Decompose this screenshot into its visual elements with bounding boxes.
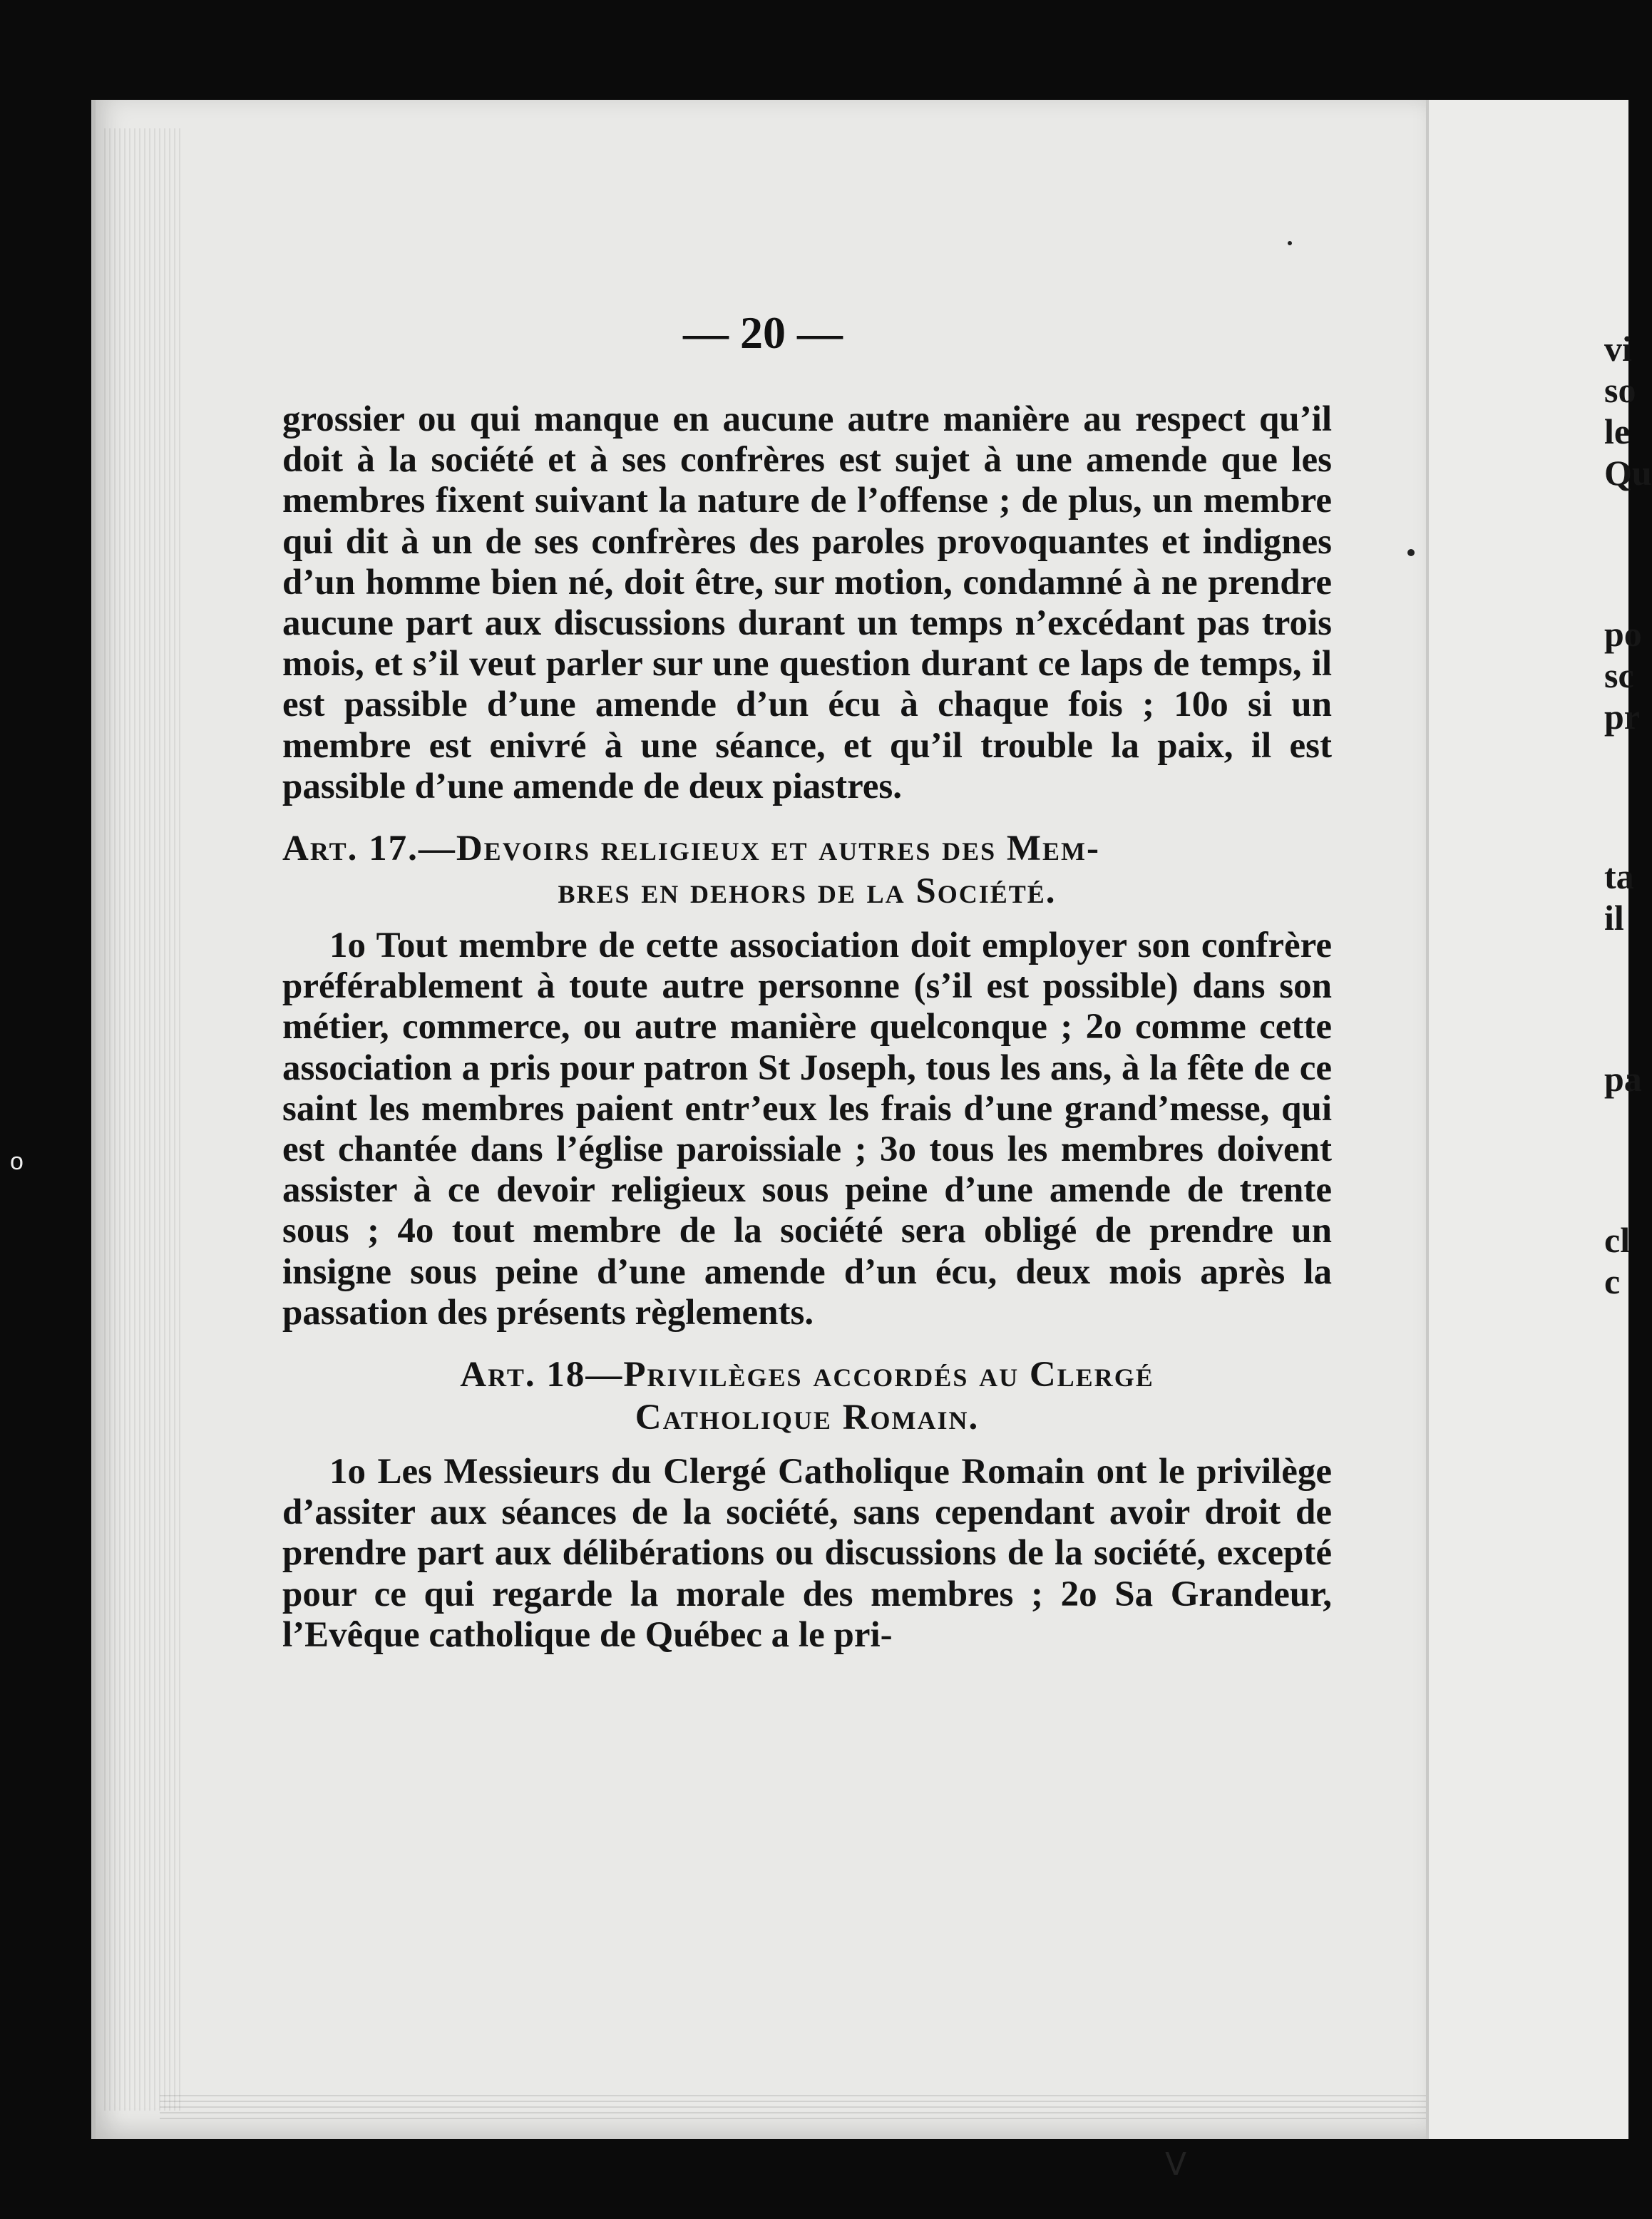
adjacent-fragment: il (1604, 898, 1624, 938)
article-18-paragraph: 1o Les Messieurs du Clergé Catholique Romain ont le privilège d’assiter aux séances de la société, sans cependant avoir droit de prendre part aux délibérations ou discussions de la société, excepté pour ce qui regarde la morale des membres ; 2o Sa Grandeur, l’Evêque catholique de Québec a le pri- (282, 1452, 1332, 1655)
ink-speck (1288, 241, 1292, 245)
article-18-heading-line2: Catholique Romain. (635, 1398, 980, 1438)
adjacent-fragment: le (1604, 411, 1631, 451)
adjacent-fragment: pa (1604, 1059, 1642, 1099)
page-text (282, 399, 1332, 1656)
book-page (91, 100, 1430, 2182)
article-17-paragraph: 1o Tout membre de cette association doit employer son confrère préférablement à toute autre personne (s’il est possible) dans son métier, commerce, ou autre manière quelconque ; 2o comme cette association a pris pour patron St Joseph, tous les ans, à la fête de ce saint les membres paient entr’eux les frais d’une grand’messe, qui est chantée dans l’église paroissiale ; 3o tous les membres doivent assister à ce devoir religieux sous peine d’une amende de trente sous ; 4o tout membre de la société sera obligé de prendre un insigne sous peine d’une amende d’un écu, deux mois après la passation des présents règlements. (282, 926, 1332, 1333)
article-17-heading-line2: bres en dehors de la Société. (558, 871, 1057, 912)
adjacent-fragment: so (1604, 370, 1636, 410)
page-bottom-edge (160, 2095, 1430, 2123)
adjacent-fragment: c (1604, 1261, 1621, 1301)
page-edge-lines (104, 128, 183, 2111)
paragraph-intro: grossier ou qui manque en aucune autre manière au respect qu’il doit à la société et à ses confrères est sujet à une amende que les membres fixent suivant la nature de l’offense ; de plus, un membre qui dit à un de ses confrères des paroles provoquantes et indignes d’un homme bien né, doit être, sur motion, condamné à ne prendre aucune part aux discussions durant un temps n’excédant pas trois mois, et s’il veut parler sur une question durant ce laps de temps, il est passible d’une amende d’un écu à chaque fois ; 10o si un membre est enivré à une séance, et qu’il trouble la paix, il est passible d’une amende de deux piastres. (282, 399, 1332, 806)
article-18-heading (282, 1353, 1332, 1439)
adjacent-fragment: vi (1604, 329, 1632, 369)
page-footer-mark: ᐯ (1165, 2147, 1187, 2182)
article-17-heading (282, 827, 1332, 913)
adjacent-fragment: po (1604, 614, 1642, 654)
article-17-heading-line1: Art. 17.—Devoirs religieux et autres des Mem- (282, 829, 1100, 869)
page-number: — 20 — (683, 307, 843, 358)
adjacent-fragment: pr (1604, 697, 1640, 737)
article-18-heading-line1: Art. 18—Privilèges accordés au Clergé (460, 1355, 1154, 1395)
adjacent-fragment: cl (1604, 1220, 1631, 1260)
adjacent-fragment: Qu (1604, 453, 1652, 493)
ink-speck (1407, 549, 1415, 556)
film-margin-mark: o (10, 1148, 24, 1175)
adjacent-fragment: ta (1604, 856, 1634, 896)
adjacent-page (1426, 100, 1652, 2139)
adjacent-fragment: sc (1604, 655, 1634, 695)
